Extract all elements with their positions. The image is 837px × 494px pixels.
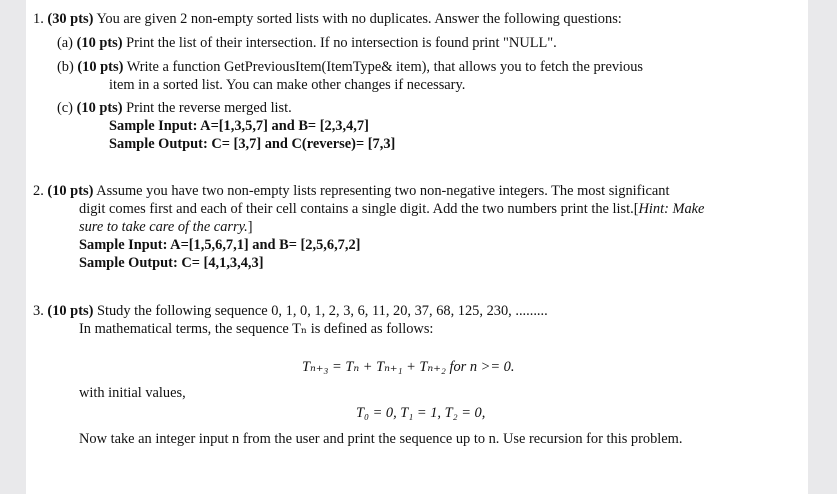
q2-hint-1: Hint: Make <box>638 201 705 217</box>
q3-number: 3. <box>33 303 44 319</box>
q2-sample-output: Sample Output: C= [4,1,3,4,3] <box>79 255 264 271</box>
q1a-line <box>57 34 557 52</box>
q1b-label: (b) <box>57 59 74 75</box>
q1b-points: (10 pts) <box>77 59 124 75</box>
q2-text-2: digit comes first and each of their cell contains a single digit. Add the two numbers print the list.[ <box>79 201 639 217</box>
q2-points: (10 pts) <box>47 183 94 199</box>
q1-line <box>33 10 622 28</box>
q1a-text: Print the list of their intersection. If no intersection is found print "NULL". <box>126 35 557 51</box>
q1b-text-2: item in a sorted list. You can make other changes if necessary. <box>109 77 466 93</box>
q3-points: (10 pts) <box>47 303 94 319</box>
q2-hint-close: ] <box>247 219 253 235</box>
q2-line2 <box>79 200 704 218</box>
q3-initial-label: with initial values, <box>79 385 186 401</box>
q1c-label: (c) <box>57 100 73 116</box>
q1c-sample-output: Sample Output: C= [3,7] and C(reverse)= [7,3] <box>109 136 396 152</box>
q3-initial-values: T₀ = 0, T₁ = 1, T₂ = 0, <box>356 405 486 421</box>
q1c-line <box>57 99 292 117</box>
q3-text-2: In mathematical terms, the sequence Tₙ is defined as follows: <box>79 321 434 337</box>
q3-text-1: Study the following sequence 0, 1, 0, 1, 2, 3, 6, 11, 20, 37, 68, 125, 230, ......... <box>96 303 548 319</box>
q2-sample-input: Sample Input: A=[1,5,6,7,1] and B= [2,5,6,7,2] <box>79 237 361 253</box>
q1b-line1 <box>57 58 643 76</box>
q2-line3 <box>79 218 253 236</box>
q2-line1 <box>33 182 669 200</box>
q1a-points: (10 pts) <box>76 35 123 51</box>
q1b-line2 <box>109 76 465 94</box>
q1c-sample-input: Sample Input: A=[1,3,5,7] and B= [2,3,4,7] <box>109 118 369 134</box>
q2-hint-2: sure to take care of the carry. <box>79 219 248 235</box>
q1c-text: Print the reverse merged list. <box>126 100 292 116</box>
q2-number: 2. <box>33 183 44 199</box>
q1c-points: (10 pts) <box>76 100 123 116</box>
q1b-text-1: Write a function GetPreviousItem(ItemType& item), that allows you to fetch the previous <box>126 59 644 75</box>
q1-number: 1. <box>33 11 44 27</box>
document-page <box>26 0 808 494</box>
q3-line2 <box>79 320 433 338</box>
q3-recurrence-formula: Tₙ₊₃ = Tₙ + Tₙ₊₁ + Tₙ₊₂ for n >= 0. <box>302 359 515 375</box>
q1-intro: You are given 2 non-empty sorted lists with no duplicates. Answer the following questions: <box>96 11 622 27</box>
q3-final-text: Now take an integer input n from the user and print the sequence up to n. Use recursion for this problem. <box>79 431 683 447</box>
q3-line1 <box>33 302 548 320</box>
q1-points: (30 pts) <box>47 11 94 27</box>
q1a-label: (a) <box>57 35 73 51</box>
q2-text-1: Assume you have two non-empty lists representing two non-negative integers. The most significant <box>96 183 670 199</box>
